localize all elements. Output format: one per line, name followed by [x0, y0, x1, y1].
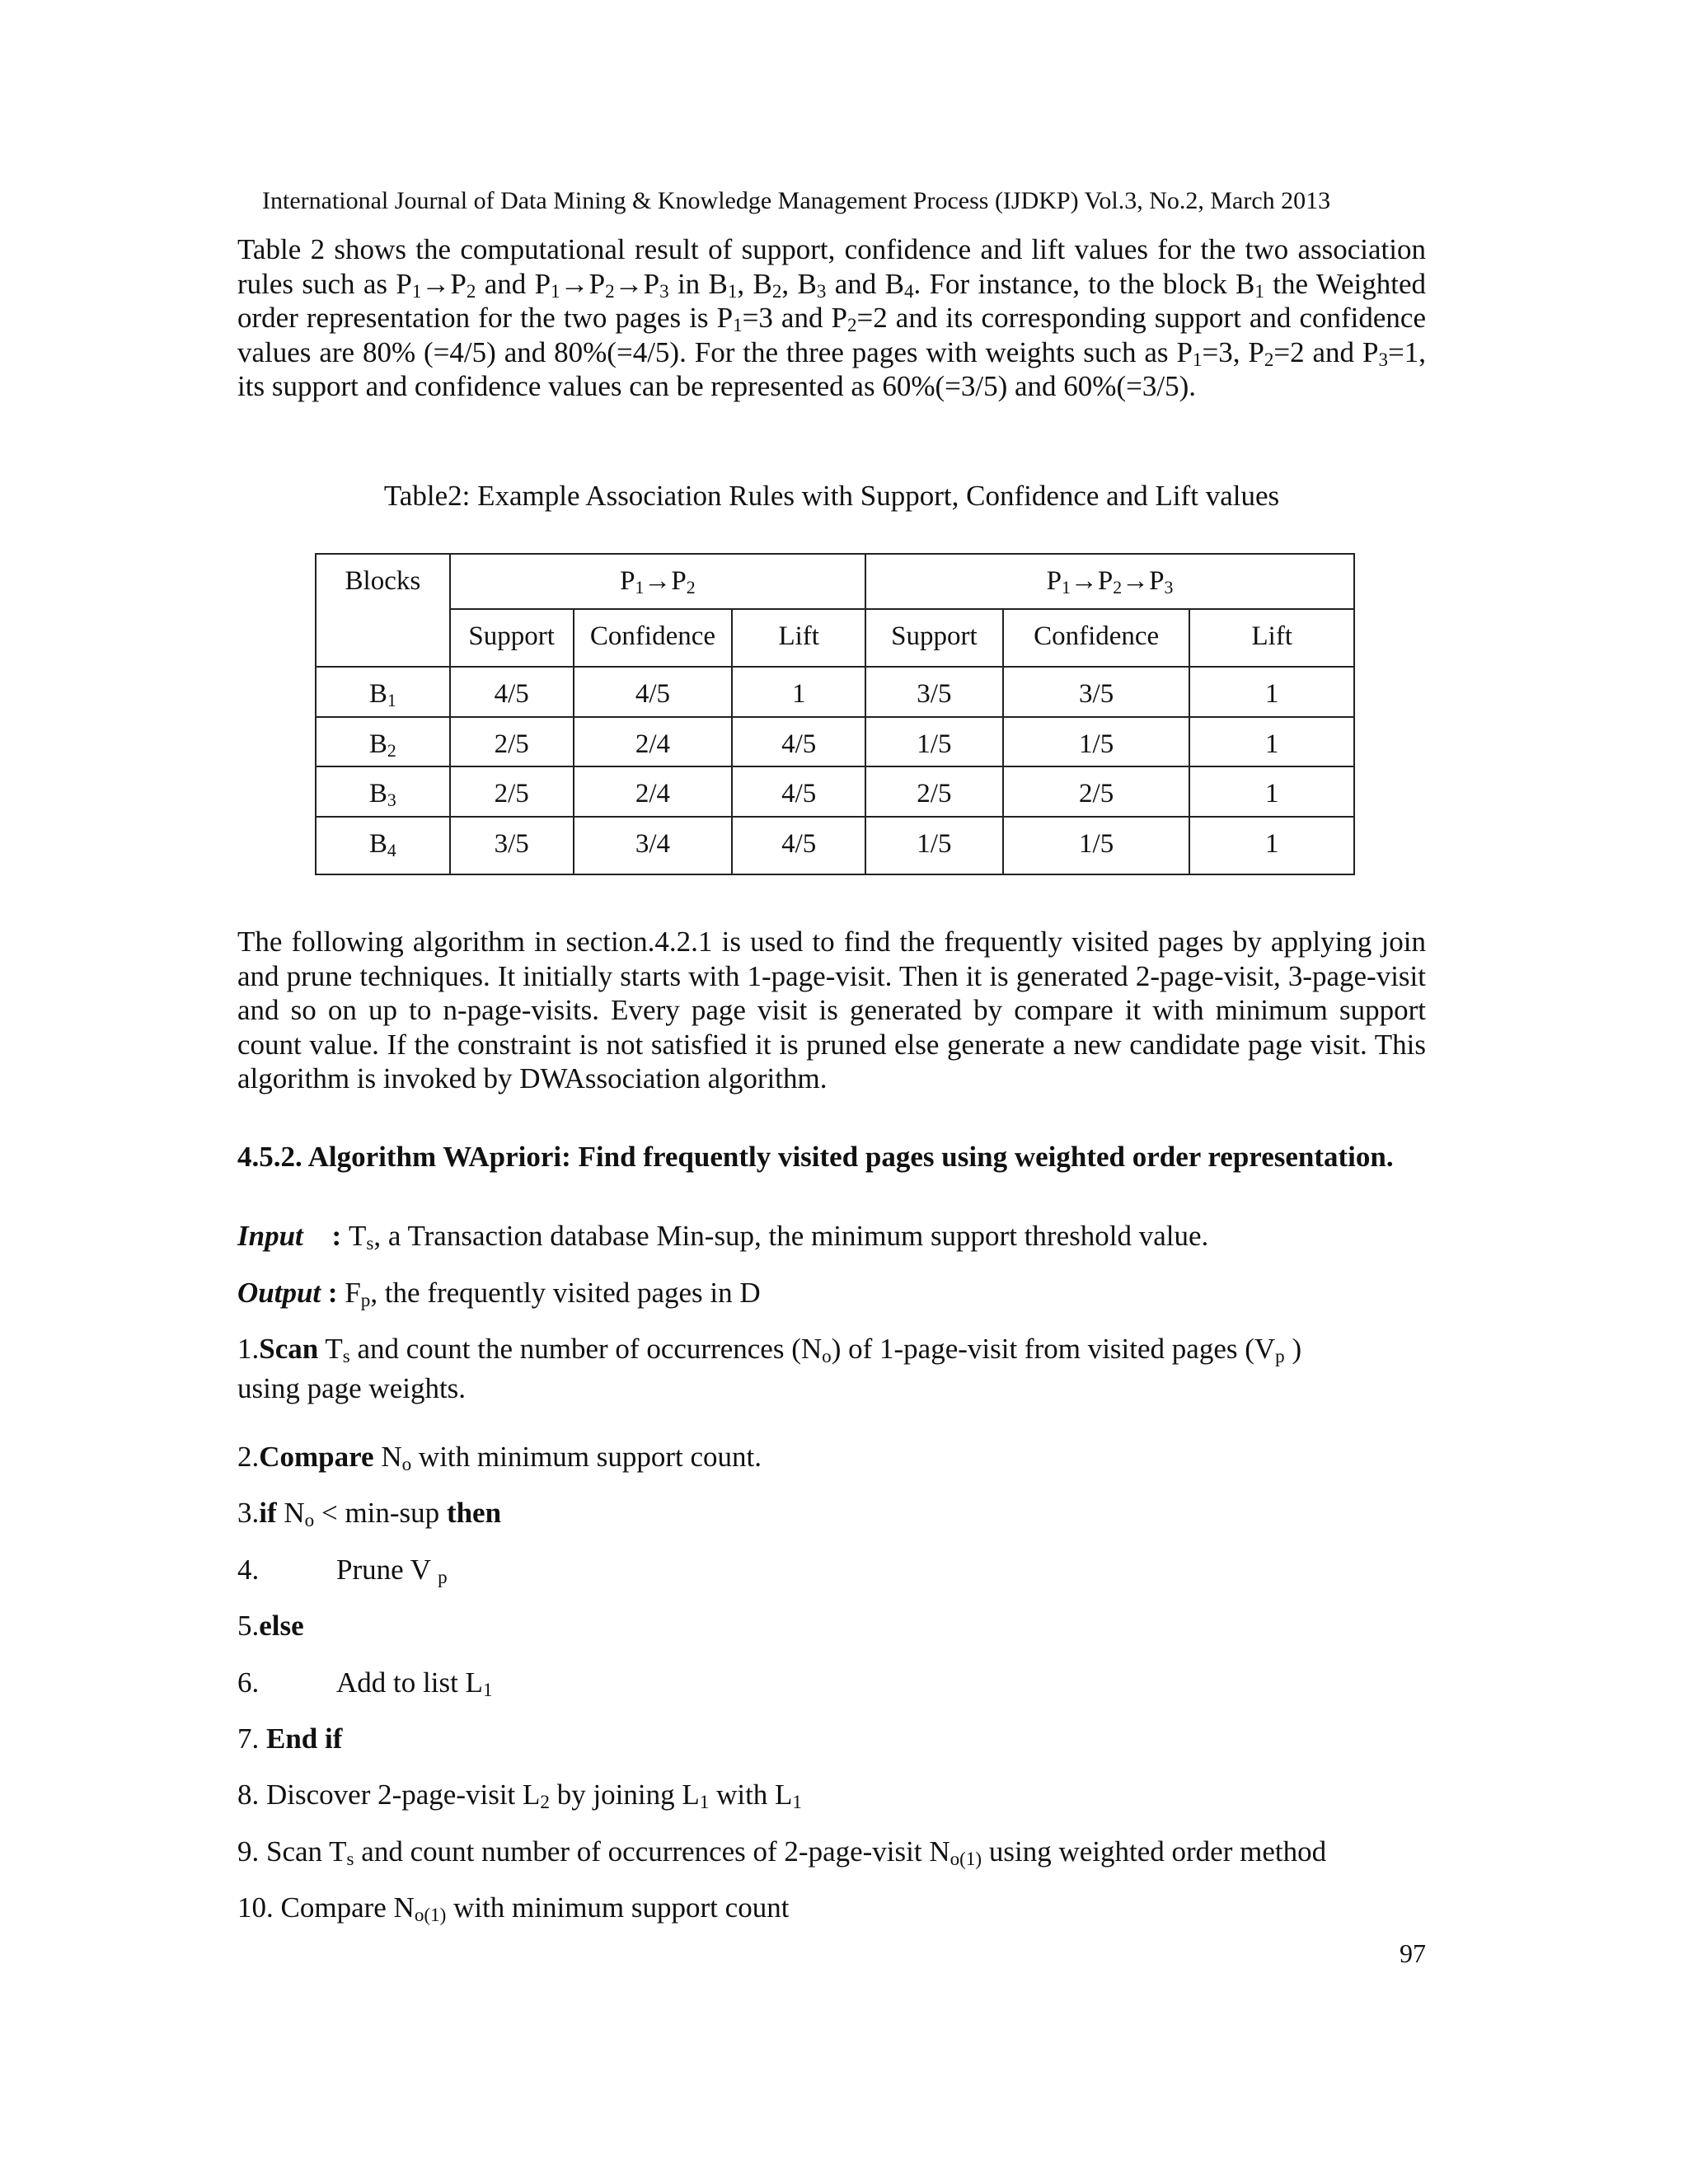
table-cell: 4/5: [732, 766, 865, 817]
confidence-header: Confidence: [574, 609, 733, 667]
rule-p1-p2-header: $P_1\to P_2$: [450, 554, 865, 609]
block-cell: $B_3$: [316, 766, 450, 817]
table-cell: 1: [732, 667, 865, 717]
support-header: Support: [450, 609, 574, 667]
table-row: [316, 817, 1354, 874]
table-caption: Table2: Example Association Rules with Support, Confidence and Lift values: [383, 480, 1280, 512]
table-cell: 3/4: [574, 817, 733, 874]
table-cell: 1: [1189, 667, 1354, 717]
intro-paragraph: Table 2 shows the computational result of support, confidence and lift values for the two association rules such as $P_1\to P_2$ and $P_1\to P_2\to P_3$ in $B_1$, $B_2$, $B_3$ and $B_4$. For instance, to the block $B_1$ the Weighted order representation for the two pages is $P_1=3$ and $P_2=2$ and its corresponding support and confidence values are 80% (=4/5) and 80%(=4/5). For the three pages with weights such as $P_1=3$, $P_2=2$ and $P_3=1$, its support and confidence values can be represented as 60%(=3/5) and 60%(=3/5).: [237, 233, 1426, 402]
confidence-header: Confidence: [1003, 609, 1190, 667]
step-2: 2.Compare $N_o$ with minimum support count.: [237, 1441, 762, 1475]
step-6: 6. Add to list $L_1$: [237, 1666, 493, 1701]
step-8: 8. Discover 2-page-visit $L_2$ by joining $L_1$ with $L_1$: [237, 1779, 802, 1813]
table-cell: 2/4: [574, 717, 733, 767]
table-cell: 4/5: [732, 817, 865, 874]
step-10: 10. Compare $N_{o(1)}$ with minimum support count: [237, 1891, 790, 1926]
step-3: 3.if $N_o < \min-sup$ then: [237, 1497, 502, 1531]
table-cell: 3/5: [450, 817, 574, 874]
table-cell: 4/5: [732, 717, 865, 767]
table-cell: 1/5: [1003, 717, 1190, 767]
table-cell: 1/5: [865, 817, 1003, 874]
blocks-header: Blocks: [316, 554, 450, 667]
block-cell: $B_2$: [316, 717, 450, 767]
association-rules-table: [315, 553, 1355, 875]
step-1: 1.Scan $T_s$ and count the number of occurrences $(N_o)$ of 1-page-visit from visited pages ($V_p$ ) using page weights.: [237, 1333, 1302, 1404]
step-4: 4. Prune V $_p$: [237, 1554, 448, 1588]
table-row: [316, 717, 1354, 767]
section-heading: 4.5.2. Algorithm WApriori: Find frequently visited pages using weighted order representation.: [237, 1141, 1394, 1173]
input-line: Input : $T_s$, a Transaction database Min-sup, the minimum support threshold value.: [237, 1220, 1209, 1254]
table-cell: 2/5: [1003, 766, 1190, 817]
page-number: 97: [1400, 1938, 1426, 1968]
table-cell: 1: [1189, 766, 1354, 817]
table-cell: 2/5: [450, 717, 574, 767]
table-cell: 3/5: [865, 667, 1003, 717]
table-cell: 1/5: [865, 717, 1003, 767]
table-cell: 1: [1189, 817, 1354, 874]
table-cell: 1/5: [1003, 817, 1190, 874]
algorithm-intro-paragraph: The following algorithm in section.4.2.1 is used to find the frequently visited pages by applying join and prune techniques. It initially starts with 1-page-visit. Then it is generated 2-page-visit, 3-page-visit and so on up to n-page-visits. Every page visit is generated by compare it with minimum support count value. If the constraint is not satisfied it is pruned else generate a new candidate page visit. This algorithm is invoked by DWAssociation algorithm.: [237, 926, 1426, 1094]
running-header: International Journal of Data Mining & Knowledge Management Process (IJDKP) Vol.3, No.2, March 2013: [262, 187, 1331, 214]
rule-p1-p2-p3-header: $P_1\to P_2\to P_3$: [865, 554, 1354, 609]
table-cell: 2/5: [865, 766, 1003, 817]
step-7: 7. End if: [237, 1722, 343, 1755]
step-5: 5.else: [237, 1610, 304, 1642]
output-line: Output : $F_p$, the frequently visited pages in D: [237, 1277, 761, 1311]
table-cell: 4/5: [574, 667, 733, 717]
table-cell: 1: [1189, 717, 1354, 767]
block-cell: $B_1$: [316, 667, 450, 717]
table-row: [316, 667, 1354, 717]
lift-header: Lift: [732, 609, 865, 667]
table-row: [316, 766, 1354, 817]
table-cell: 2/4: [574, 766, 733, 817]
table-cell: 3/5: [1003, 667, 1190, 717]
lift-header: Lift: [1189, 609, 1354, 667]
support-header: Support: [865, 609, 1003, 667]
step-9: 9. Scan $T_s$ and count number of occurrences of 2-page-visit $N_{o(1)}$ using weighted order method: [237, 1835, 1327, 1870]
block-cell: $B_4$: [316, 817, 450, 874]
table-cell: 2/5: [450, 766, 574, 817]
table-cell: 4/5: [450, 667, 574, 717]
